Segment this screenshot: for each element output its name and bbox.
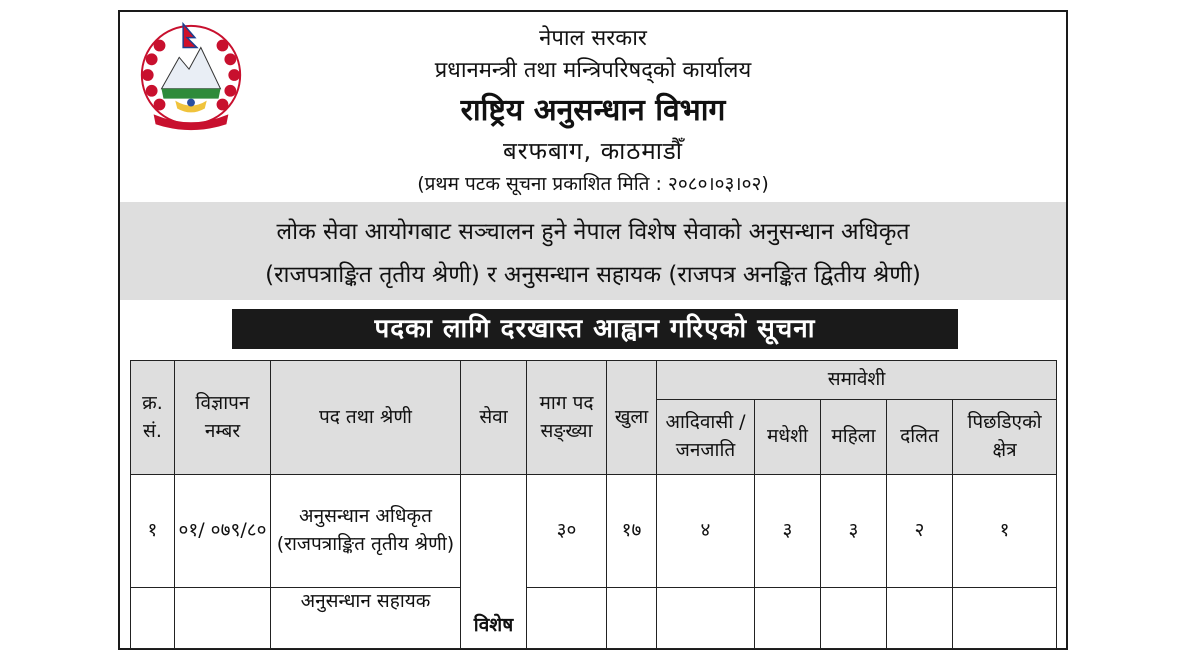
col-sn: क्र. सं. — [131, 361, 175, 475]
header-department: राष्ट्रिय अनुसन्धान विभाग — [460, 93, 726, 128]
cell-backward: १ — [953, 475, 1057, 588]
cell-dalit: २ — [887, 475, 953, 588]
cell-madhesi — [755, 588, 821, 649]
col-demand: माग पद सङ्ख्या — [527, 361, 607, 475]
cell-demand — [527, 588, 607, 649]
cell-adivasi — [657, 588, 755, 649]
cell-sn — [131, 588, 175, 649]
cell-backward — [953, 588, 1057, 649]
header-publish-date: (प्रथम पटक सूचना प्रकाशित मिति : २०८०।०३।०२) — [417, 173, 769, 195]
col-inclusive: समावेशी — [657, 361, 1057, 400]
subject-line-2: (राजपत्राङ्कित तृतीय श्रेणी) र अनुसन्धान सहायक (राजपत्र अनङ्कित द्वितीय श्रेणी) — [265, 262, 921, 288]
col-women: महिला — [821, 400, 887, 475]
cell-demand: ३० — [527, 475, 607, 588]
col-adivasi: आदिवासी / जनजाति — [657, 400, 755, 475]
cell-post: अनुसन्धान सहायक — [271, 588, 461, 649]
col-ad-no: विज्ञापन नम्बर — [175, 361, 271, 475]
col-service: सेवा — [461, 361, 527, 475]
col-post: पद तथा श्रेणी — [271, 361, 461, 475]
cell-open: १७ — [607, 475, 657, 588]
cell-service: विशेष — [461, 475, 527, 649]
header-govt: नेपाल सरकार — [539, 26, 647, 51]
cell-women: ३ — [821, 475, 887, 588]
cell-sn: १ — [131, 475, 175, 588]
col-backward: पिछडिएको क्षेत्र — [953, 400, 1057, 475]
col-open: खुला — [607, 361, 657, 475]
cell-women — [821, 588, 887, 649]
header-office: प्रधानमन्त्री तथा मन्त्रिपरिषद्को कार्यालय — [434, 58, 752, 83]
notice-title: पदका लागि दरखास्त आह्वान गरिएको सूचना — [232, 309, 958, 349]
cell-dalit — [887, 588, 953, 649]
table-row — [131, 588, 1057, 649]
cell-open — [607, 588, 657, 649]
cell-post: अनुसन्धान अधिकृत (राजपत्राङ्कित तृतीय श्रेणी) — [271, 475, 461, 588]
header-address: बरफबाग, काठमाडौँ — [503, 137, 683, 165]
cell-ad-no — [175, 588, 271, 649]
subject-line-1: लोक सेवा आयोगबाट सञ्चालन हुने नेपाल विशेष सेवाको अनुसन्धान अधिकृत — [276, 219, 910, 245]
cell-adivasi: ४ — [657, 475, 755, 588]
notice-document — [118, 10, 1068, 650]
cell-ad-no: ०१/ ०७९/८० — [175, 475, 271, 588]
subject-band — [120, 202, 1066, 300]
cell-madhesi: ३ — [755, 475, 821, 588]
table-row — [131, 475, 1057, 588]
col-dalit: दलित — [887, 400, 953, 475]
col-madhesi: मधेशी — [755, 400, 821, 475]
vacancy-table — [130, 360, 1057, 649]
